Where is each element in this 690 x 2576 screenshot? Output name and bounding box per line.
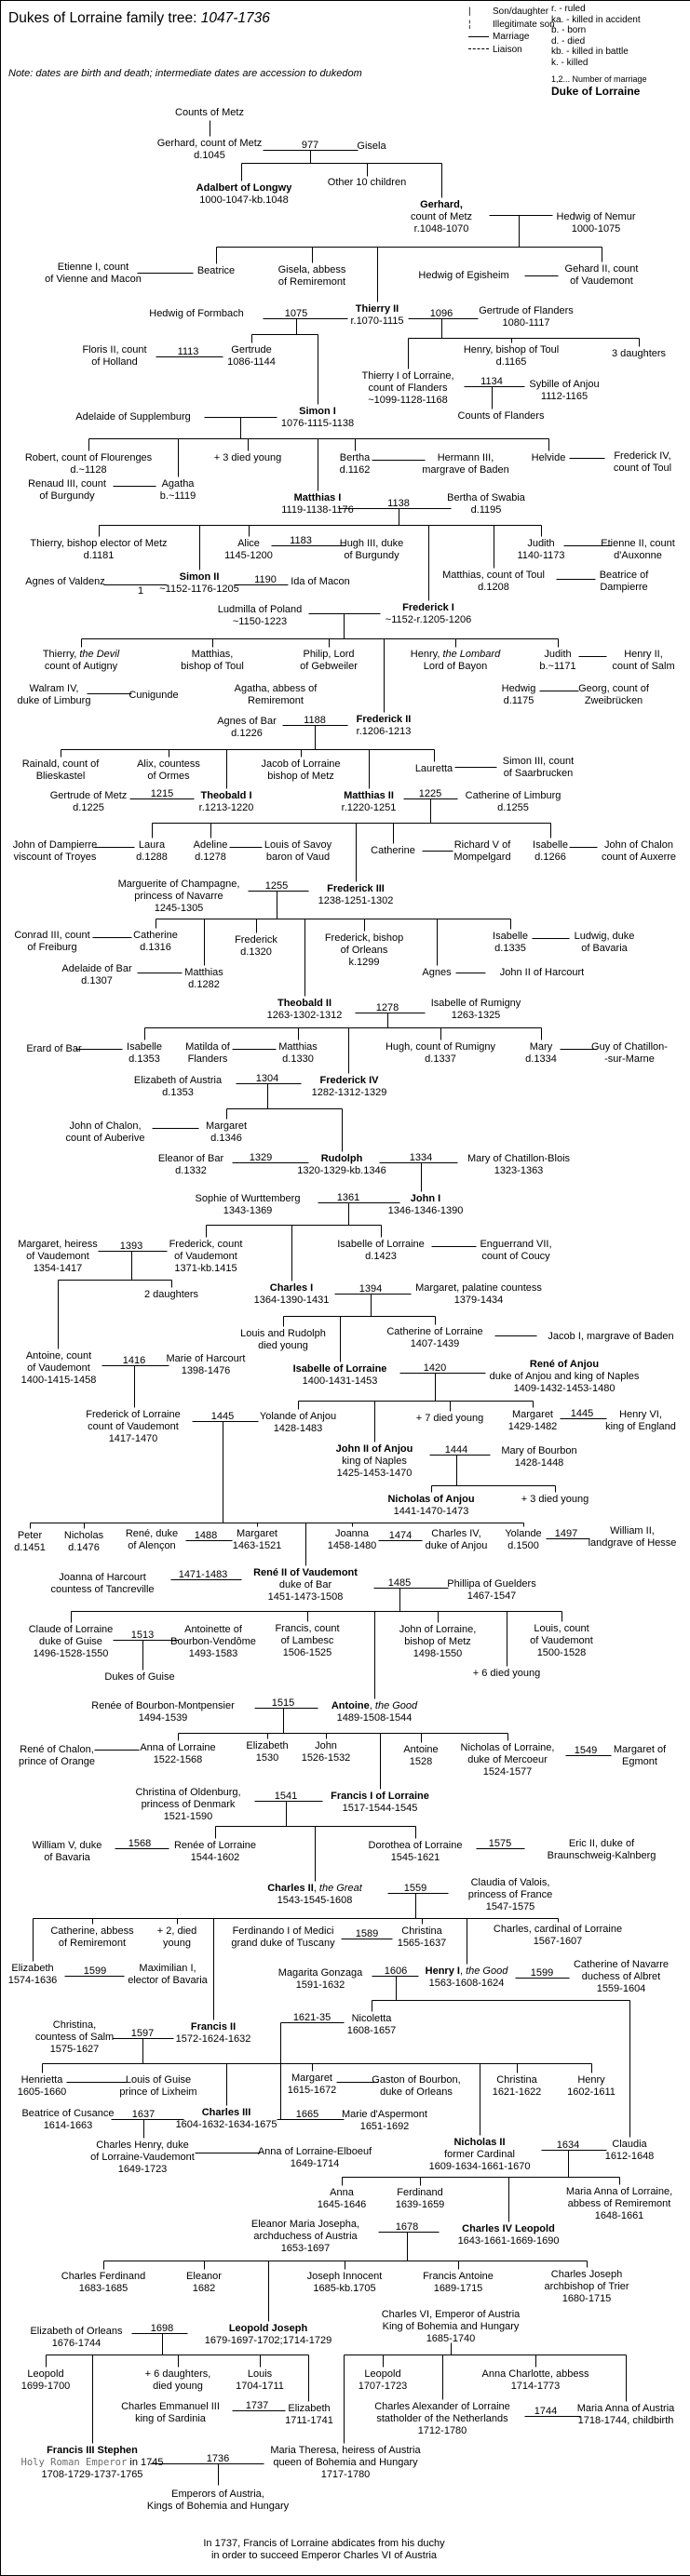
person-node: Etienne II, count d'Auxonne — [601, 538, 675, 561]
marriage-year-label: 1678 — [395, 2221, 419, 2233]
person-node: Elizabeth of Austria d.1353 — [133, 1075, 223, 1098]
marriage-year-label: 1474 — [388, 1530, 413, 1541]
person-node: Nicholas II former Cardinal 1609-1634-1661-1670 — [428, 2137, 531, 2172]
person-node: Joanna 1458-1480 — [327, 1528, 377, 1551]
person-node: Christina 1565-1637 — [397, 1925, 447, 1949]
person-node: Eleanor Maria Josepha, archduchess of Austria 1653-1697 — [250, 2219, 360, 2254]
person-node: Agnes of Bar d.1226 — [217, 716, 277, 739]
marriage-year-label: 1113 — [177, 346, 199, 357]
marriage-year-label: 1599 — [530, 1967, 554, 1979]
person-node: Charles Henry, duke of Lorraine-Vaudemont 1649-1723 — [90, 2140, 195, 2175]
marriage-year-label: 1621-35 — [292, 2012, 331, 2023]
person-node: Henry, the Lombard Lord of Bayon — [410, 649, 501, 672]
person-node: Hedwig d.1175 — [501, 683, 536, 706]
person-node: Anna Charlotte, abbess 1714-1773 — [481, 2368, 589, 2392]
person-node: Charles I 1364-1390-1431 — [253, 1282, 330, 1306]
person-node: Erard of Bar — [26, 1043, 82, 1054]
person-node: Gaston of Bourbon, duke of Orleans — [372, 2074, 461, 2098]
person-node: Catherine of Navarre duchess of Albret 1559-1604 — [573, 1959, 670, 1994]
person-node: Maria Anna of Austria 1718-1744, childbirth — [576, 2403, 675, 2426]
person-node: Agnes — [422, 967, 452, 978]
person-node: John of Lorraine, bishop of Metz 1498-1550 — [399, 1624, 477, 1659]
person-node: Margaret, palatine countess 1379-1434 — [415, 1282, 542, 1306]
annotation-node: Counts of Flanders — [457, 410, 545, 422]
person-node: Phillipa of Guelders 1467-1547 — [447, 1578, 536, 1602]
marriage-year-label: 1744 — [534, 2406, 558, 2417]
person-node: Frederick d.1320 — [235, 934, 277, 958]
person-node: Nicholas of Anjou 1441-1470-1473 — [387, 1494, 475, 1517]
person-node: Mary d.1334 — [525, 1041, 557, 1065]
marriage-year-label: 1568 — [128, 1838, 152, 1849]
person-node: Judith 1140-1173 — [517, 538, 565, 561]
person-node: Christina 1621-1622 — [492, 2074, 542, 2098]
person-node: Alice 1145-1200 — [224, 538, 273, 561]
person-node: Sophie of Wurttemberg 1343-1369 — [195, 1193, 301, 1216]
person-node: Elizabeth 1574-1636 — [7, 1963, 58, 1986]
person-node: Beatrice of Dampierre — [599, 570, 649, 593]
person-node: Ida of Macon — [291, 576, 350, 587]
person-node: Gerhard, count of Metz d.1045 — [156, 138, 263, 161]
person-node: Adelaide of Supplemburg — [75, 411, 191, 423]
marriage-year-label: 1559 — [403, 1883, 427, 1894]
marriage-year-label: 1255 — [264, 880, 289, 892]
legend-abbreviation: b. - born — [551, 25, 587, 35]
legend-item-illegitimate-son: ¦ Illegitimate son — [468, 19, 555, 30]
marriage-year-label: 1665 — [295, 2109, 319, 2120]
person-node: William V, duke of Bavaria — [32, 1840, 102, 1863]
descent-line-icon: | — [468, 7, 471, 17]
person-node: Matilda of Flanders — [185, 1041, 230, 1065]
person-node: Maria Theresa, heiress of Austria queen of Bohemia and Hungary 1717-1780 — [270, 2445, 421, 2480]
marriage-year-label: 1134 — [480, 376, 503, 387]
person-node: Etienne I, count of Vienne and Macon — [45, 262, 142, 285]
footnote: In 1737, Francis of Lorraine abdicates from his duchy in order to succeed Emperor Charles VI of Austria — [203, 2538, 445, 2561]
marriage-year-label: 1515 — [271, 1697, 295, 1709]
person-node: Francis III Stephen Holy Roman Emperor in 1745 1708-1729-1737-1765 — [20, 2445, 164, 2480]
marriage-year-label: 1549 — [574, 1745, 598, 1756]
marriage-year-label: 1634 — [556, 2140, 580, 2151]
person-node: Louis of Guise prince of Lixheim — [119, 2074, 197, 2098]
person-node: John of Chalon count of Auxerre — [601, 839, 677, 863]
person-node: John 1526-1532 — [301, 1740, 351, 1764]
person-node: Thierry II r.1070-1115 — [350, 303, 404, 327]
person-node: René, duke of Alençon — [125, 1528, 179, 1551]
person-node: Renée of Bourbon-Montpensier 1494-1539 — [91, 1700, 235, 1724]
person-node: Mary of Chatillon-Blois 1323-1363 — [467, 1153, 571, 1176]
person-node: Frederick IV, count of Toul — [613, 450, 672, 474]
person-node: Simon II ~1152-1176-1205 — [159, 571, 239, 595]
person-node: Gertrude 1086-1144 — [227, 344, 276, 368]
person-node: Theobald II 1263-1302-1312 — [266, 998, 343, 1021]
person-node: Yolande d.1500 — [505, 1528, 542, 1551]
person-node: Francis, count of Lambesc 1506-1525 — [275, 1623, 340, 1658]
person-node: Gertrude of Metz d.1225 — [49, 790, 128, 813]
person-node: Charles Ferdinand 1683-1685 — [61, 2271, 146, 2294]
person-node: Guy of Chatillon- -sur-Marne — [591, 1041, 668, 1065]
person-node: Catherine of Limburg d.1255 — [465, 790, 561, 813]
person-node: René of Chalon, prince of Orange — [19, 1744, 95, 1767]
person-node: Frederick, bishop of Orleans k.1299 — [324, 932, 404, 968]
marriage-year-label: 1737 — [245, 2400, 269, 2411]
marriage-year-label: 1575 — [488, 1838, 512, 1849]
person-node: Jacob I, margrave of Baden — [548, 1331, 674, 1342]
annotation-node: + 3 died young — [521, 1494, 589, 1505]
person-node: Richard V of Mompelgard — [453, 839, 511, 863]
marriage-year-label: 1304 — [255, 1073, 279, 1084]
marriage-year-label: 977 — [301, 140, 319, 151]
person-node: Beatrice — [196, 265, 236, 276]
annotation-node: + 7 died young — [415, 1413, 484, 1424]
person-node: Simon I 1076-1115-1138 — [280, 406, 355, 429]
person-node: John of Dampierre viscount of Troyes — [12, 839, 98, 863]
person-node: Adeline d.1278 — [193, 839, 228, 863]
annotation-node: Emperors of Austria, Kings of Bohemia and Hungary — [146, 2489, 290, 2512]
person-node: Matthias, count of Toul d.1208 — [442, 570, 545, 593]
person-node: Francis I of Lorraine 1517-1544-1545 — [331, 1791, 429, 1814]
person-node: Yolande of Anjou 1428-1483 — [259, 1411, 337, 1434]
person-node: Joseph Innocent 1685-kb.1705 — [306, 2271, 383, 2294]
marriage-year-label: 1329 — [249, 1152, 273, 1163]
person-node: Gehard II, count of Vaudemont — [564, 263, 639, 287]
descent-line-icon: ¦ — [468, 19, 471, 30]
annotation-node: Dukes of Guise — [104, 1671, 175, 1683]
person-node: Charles III 1604-1632-1634-1675 — [175, 2107, 277, 2130]
marriage-year-label: 1589 — [355, 1928, 379, 1939]
person-node: Robert, count of Flourenges d.~1128 — [24, 452, 153, 476]
person-node: Charles IV Leopold 1643-1661-1669-1690 — [457, 2223, 560, 2247]
person-node: Catherine of Lorraine 1407-1439 — [386, 1326, 483, 1349]
marriage-year-label: 1278 — [375, 1002, 399, 1013]
person-node: Nicholas d.1476 — [63, 1530, 104, 1553]
legend-abbreviation: d. - died — [551, 35, 586, 47]
person-node: Adalbert of Longwy 1000-1047-kb.1048 — [196, 182, 292, 206]
person-node: Frederick IV 1282-1312-1329 — [311, 1075, 387, 1098]
person-node: Matthias, bishop of Toul — [181, 649, 244, 672]
person-node: Thierry, bishop elector of Metz d.1181 — [30, 538, 168, 561]
person-node: Thierry, the Devil count of Autigny — [42, 649, 120, 672]
person-node: Claudia 1612-1648 — [604, 2139, 655, 2162]
title-dates: 1047-1736 — [200, 10, 270, 26]
person-node: Hugh III, duke of Burgundy — [339, 538, 404, 561]
person-node: Anna 1645-1646 — [317, 2187, 367, 2210]
person-node: Isabelle d.1335 — [493, 931, 528, 954]
person-node: Joanna of Harcourt countess of Tancreville — [50, 1572, 155, 1595]
legend-item-son-daughter: | Son/daughter — [468, 7, 549, 17]
person-node: Adelaide of Bar d.1307 — [61, 963, 132, 986]
person-node: Charles IV, duke of Anjou — [425, 1528, 488, 1551]
marriage-year-label: 1513 — [130, 1630, 155, 1641]
person-node: Louis, count of Vaudemont 1500-1528 — [530, 1623, 593, 1658]
person-node: Cunigunde — [129, 690, 179, 701]
person-node: Marie d'Aspermont 1651-1692 — [342, 2109, 427, 2132]
person-node: Simon III, count of Saarbrucken — [502, 756, 575, 779]
person-node: John II of Anjou king of Naples 1425-1453-1470 — [335, 1443, 413, 1479]
person-node: Matthias II r.1220-1251 — [341, 790, 397, 813]
annotation-node: + 3 died young — [213, 452, 282, 463]
person-node: Walram IV, duke of Limburg — [17, 683, 91, 706]
person-node: Isabelle of Rumigny 1263-1325 — [430, 998, 521, 1021]
marriage-year-label: 1188 — [304, 715, 326, 726]
person-node: Matthias d.1330 — [278, 1041, 318, 1065]
person-node: Louis 1704-1711 — [236, 2368, 284, 2392]
person-node: Hermann III, margrave of Baden — [422, 452, 509, 476]
person-node: Enguerrand VII, count of Coucy — [480, 1239, 552, 1262]
person-node: Margaret of Egmont — [613, 1744, 667, 1767]
person-node: Gerhard, count of Metz r.1048-1070 — [410, 199, 473, 235]
person-node: Matthias d.1282 — [184, 967, 223, 990]
person-node: Margaret d.1346 — [205, 1120, 248, 1144]
person-node: Leopold 1699-1700 — [20, 2368, 71, 2392]
person-node: Claudia of Valois, princess of France 1547-1575 — [467, 1877, 553, 1912]
person-node: Sybille of Anjou 1112-1165 — [529, 379, 600, 402]
marriage-year-label: 1075 — [284, 308, 308, 319]
person-node: Christina, countess of Salm 1575-1627 — [34, 2019, 115, 2055]
person-node: Antoine, the Good 1489-1508-1544 — [331, 1700, 418, 1724]
person-node: Anna of Lorraine 1522-1568 — [140, 1742, 216, 1765]
note-text: Note: dates are birth and death; intermediate dates are accession to dukedom — [8, 68, 362, 79]
person-node: Isabelle of Lorraine d.1423 — [337, 1239, 425, 1262]
person-node: 3 daughters — [611, 348, 667, 359]
person-node: Maria Anna of Lorraine, abbess of Remiremont 1648-1661 — [565, 2186, 673, 2221]
person-node: Ferdinand 1639-1659 — [395, 2187, 445, 2210]
legend-item-liaison: Liaison — [468, 44, 555, 57]
person-node: Hedwig of Egisheim — [418, 270, 509, 281]
person-node: Leopold Joseph 1679-1697-1702;1714-1729 — [204, 2323, 332, 2346]
annotation-node: Louis and Rudolph died young — [240, 1328, 326, 1351]
person-node: Eric II, duke of Braunschweig-Kalnberg — [547, 1838, 656, 1861]
person-node: Eleanor 1682 — [186, 2271, 222, 2294]
marriage-year-label: 1444 — [444, 1444, 468, 1456]
person-node: William II, landgrave of Hesse — [588, 1525, 677, 1549]
person-node: Frederick of Lorraine count of Vaudemont 1417-1470 — [86, 1409, 181, 1444]
person-node: Ludwig, duke of Bavaria — [574, 931, 635, 954]
marriage-year-label: 1420 — [423, 1362, 447, 1374]
person-node: Maximilian I, elector of Bavaria — [128, 1963, 208, 1986]
person-node: Henrietta 1605-1660 — [17, 2074, 67, 2098]
marriage-year-label: 1445 — [570, 1408, 594, 1419]
marriage-year-label: 1637 — [131, 2109, 156, 2120]
person-node: Ferdinando I of Medici grand duke of Tuscany — [231, 1925, 335, 1949]
marriage-year-label: 1416 — [122, 1355, 146, 1366]
person-node: Gisela, abbess of Remiremont — [277, 264, 346, 288]
person-node: Gisela — [357, 141, 386, 152]
person-node: Claude of Lorraine duke of Guise 1496-1528-1550 — [28, 1624, 114, 1659]
person-node: Charles Emmanuel III king of Sardinia — [121, 2401, 220, 2424]
person-node: Christina of Oldenburg, princess of Denmark 1521-1590 — [135, 1787, 241, 1822]
marriage-year-label: 1445 — [210, 1411, 235, 1422]
marriage-year-label: 1599 — [83, 1966, 107, 1977]
person-node: Margaret 1463-1521 — [232, 1528, 282, 1551]
person-node: Magarita Gonzaga 1591-1632 — [277, 1967, 363, 1991]
person-node: Isabelle d.1353 — [127, 1041, 162, 1065]
person-node: René of Anjou duke of Anjou and king of Naples 1409-1432-1453-1480 — [489, 1359, 640, 1394]
person-node: John II of Harcourt — [499, 967, 585, 978]
annotation-node: + 2, died young — [156, 1925, 197, 1949]
person-node: Hugh, count of Rumigny d.1337 — [385, 1041, 496, 1065]
person-node: Matthias I 1119-1138-1176 — [281, 492, 354, 516]
annotation-node: + 6 died young — [472, 1668, 541, 1679]
person-node: Frederick III 1238-1251-1302 — [318, 883, 394, 906]
person-node: Bertha of Swabia d.1195 — [447, 492, 525, 516]
person-node: Henry 1602-1611 — [567, 2074, 616, 2098]
person-node: René II of Vaudemont duke of Bar 1451-1473-1508 — [253, 1567, 358, 1603]
marriage-year-label: 1541 — [274, 1791, 298, 1802]
person-node: Beatrice of Cusance 1614-1663 — [21, 2108, 115, 2131]
person-node: Nicoletta 1608-1657 — [346, 2013, 397, 2036]
person-node: Floris II, count of Holland — [82, 344, 147, 368]
person-node: Charles Alexander of Lorraine statholder of the Netherlands 1712-1780 — [374, 2401, 510, 2436]
person-node: John I 1346-1346-1390 — [387, 1193, 464, 1216]
page-title: Dukes of Lorraine family tree: 1047-1736 — [8, 10, 270, 26]
person-node: Agnes of Valdenz — [25, 576, 105, 587]
marriage-year-label: 1606 — [384, 1966, 408, 1977]
marriage-year-label: 1215 — [150, 788, 174, 799]
person-node: Rainald, count of Blieskastel — [21, 758, 100, 782]
person-node: Hedwig of Nemur 1000-1075 — [556, 211, 636, 235]
person-node: Elizabeth 1711-1741 — [285, 2403, 333, 2426]
person-node: Margaret, heiress of Vaudemont 1354-1417 — [18, 1239, 98, 1274]
person-node: Charles VI, Emperor of Austria King of Bohemia and Hungary 1685-1740 — [381, 2309, 521, 2344]
person-node: Thierry I of Lorraine, count of Flanders ~1099-1128-1168 — [361, 370, 454, 406]
person-node: Marguerite of Champagne, princess of Navarre 1245-1305 — [117, 879, 240, 914]
person-node: Charles Joseph archbishop of Trier 1680-1715 — [544, 2269, 629, 2304]
person-node: Rudolph 1320-1329-kb.1346 — [297, 1153, 386, 1176]
person-node: Catherine, abbess of Remiremont — [50, 1925, 134, 1949]
person-node: John of Chalon, count of Auberive — [65, 1120, 145, 1144]
person-node: Conrad III, count of Freiburg — [14, 930, 90, 953]
person-node: Catherine d.1316 — [133, 930, 178, 953]
person-node: Eleanor of Bar d.1332 — [157, 1153, 224, 1176]
person-node: Charles, cardinal of Lorraine 1567-1607 — [493, 1924, 623, 1947]
person-node: Agatha, abbess of Remiremont — [234, 683, 318, 706]
marriage-year-label: 1698 — [150, 2323, 174, 2334]
person-node: Frederick I ~1152-r.1205-1206 — [385, 602, 472, 625]
person-node: Helvide — [531, 452, 566, 463]
person-node: Margaret 1429-1482 — [507, 1409, 558, 1432]
person-node: Henry, bishop of Toul d.1165 — [463, 344, 560, 368]
person-node: Charles II, the Great 1543-1545-1608 — [267, 1883, 362, 1906]
legend-marriage-number-note: 1,2... Number of marriage — [551, 74, 647, 84]
marriage-year-label: 1736 — [206, 2453, 230, 2464]
annotation-node: 2 daughters — [143, 1289, 199, 1300]
person-node: Anna of Lorraine-Elboeuf 1649-1714 — [257, 2146, 372, 2169]
person-node: Laura d.1288 — [136, 839, 168, 863]
person-node: Isabelle of Lorraine 1400-1431-1453 — [292, 1363, 387, 1387]
marriage-year-label: 1190 — [254, 574, 277, 585]
person-node: Jacob of Lorraine bishop of Metz — [261, 758, 341, 782]
person-node: Marie of Harcourt 1398-1476 — [166, 1353, 246, 1376]
person-node: Alix, countess of Ormes — [137, 758, 200, 782]
person-node: Leopold 1707-1723 — [358, 2368, 408, 2392]
marriage-year-label: 1393 — [119, 1241, 143, 1252]
person-node: Lauretta — [414, 763, 453, 774]
legend-abbreviation: r. - ruled — [551, 4, 586, 14]
marriage-year-label: 1138 — [387, 498, 410, 509]
person-node: Elizabeth 1530 — [246, 1740, 289, 1764]
marriage-year-label: 1497 — [554, 1528, 578, 1539]
person-node: Mary of Bourbon 1428-1448 — [501, 1445, 577, 1469]
marriage-year-label: 1334 — [409, 1152, 433, 1163]
person-node: Henry VI, king of England — [605, 1409, 676, 1432]
person-node: Gertrude of Flanders 1080-1117 — [479, 305, 574, 329]
person-node: Henry I, the Good 1563-1608-1624 — [425, 1966, 508, 1989]
person-node: Antoine 1528 — [403, 1744, 439, 1767]
marriage-year-label: 1225 — [418, 788, 442, 799]
person-node: Bertha d.1162 — [339, 452, 371, 476]
marriage-year-label: 1488 — [194, 1530, 218, 1541]
person-node: Nicholas of Lorraine, duke of Mercoeur 1524-1577 — [460, 1742, 555, 1778]
person-node: Agatha b.~1119 — [159, 478, 196, 502]
person-node: Peter d.1451 — [14, 1530, 46, 1553]
person-node: Dorothea of Lorraine 1545-1621 — [368, 1840, 463, 1863]
marriage-year-label: 1597 — [130, 2028, 155, 2039]
person-node: Francis Antoine 1689-1715 — [423, 2271, 494, 2294]
marriage-year-label: 1394 — [359, 1283, 383, 1295]
person-node: Isabelle d.1266 — [533, 839, 568, 863]
person-node: Georg, count of Zweibrücken — [578, 683, 649, 706]
person-node: Judith b.~1171 — [539, 649, 576, 672]
marriage-year-label: 1485 — [387, 1577, 412, 1589]
legend-abbreviation: kb. - killed in battle — [551, 47, 629, 57]
person-node: Margaret 1615-1672 — [287, 2073, 337, 2096]
annotation-node: Counts of Metz — [175, 107, 244, 118]
person-node: Francis II 1572-1624-1632 — [175, 2021, 251, 2045]
marriage-year-label: 1183 — [290, 535, 312, 546]
person-node: Antoinette of Bourbon-Vendôme 1493-1583 — [170, 1624, 256, 1659]
person-node: Hedwig of Formbach — [149, 308, 244, 319]
annotation-node: + 6 daughters, died young — [144, 2368, 211, 2392]
person-node: Louis of Savoy baron of Vaud — [264, 839, 332, 863]
marriage-year-label: 1096 — [429, 308, 453, 319]
legend-duke-of-lorraine-label: Duke of Lorraine — [551, 85, 641, 98]
person-node: Frederick, count of Vaudemont 1371-kb.1415 — [169, 1239, 243, 1274]
person-node: Elizabeth of Orleans 1676-1744 — [30, 2326, 123, 2349]
person-node: Theobald I r.1213-1220 — [198, 790, 254, 813]
marriage-year-label: 1471-1483 — [178, 1569, 228, 1580]
marriage-year-label: 1 — [137, 585, 144, 597]
legend-abbreviation: ka. - killed in accident — [551, 14, 641, 25]
legend-abbreviation: k. - killed — [551, 57, 589, 68]
person-node: Catherine — [371, 845, 415, 856]
person-node: Antoine, count of Vaudemont 1400-1415-1458 — [20, 1350, 97, 1386]
annotation-node: Other 10 children — [327, 177, 407, 188]
person-node: Philip, Lord of Gebweiler — [300, 649, 358, 672]
person-node: Ludmilla of Poland ~1150-1223 — [217, 604, 303, 627]
legend-item-marriage: Marriage — [468, 31, 555, 44]
person-node: Renée of Lorraine 1544-1602 — [173, 1840, 257, 1863]
person-node: Frederick II r.1206-1213 — [356, 714, 412, 737]
person-node: Henry II, count of Salm — [612, 649, 675, 672]
marriage-year-label: 1361 — [336, 1192, 360, 1203]
person-node: Renaud III, count of Burgundy — [28, 478, 106, 502]
